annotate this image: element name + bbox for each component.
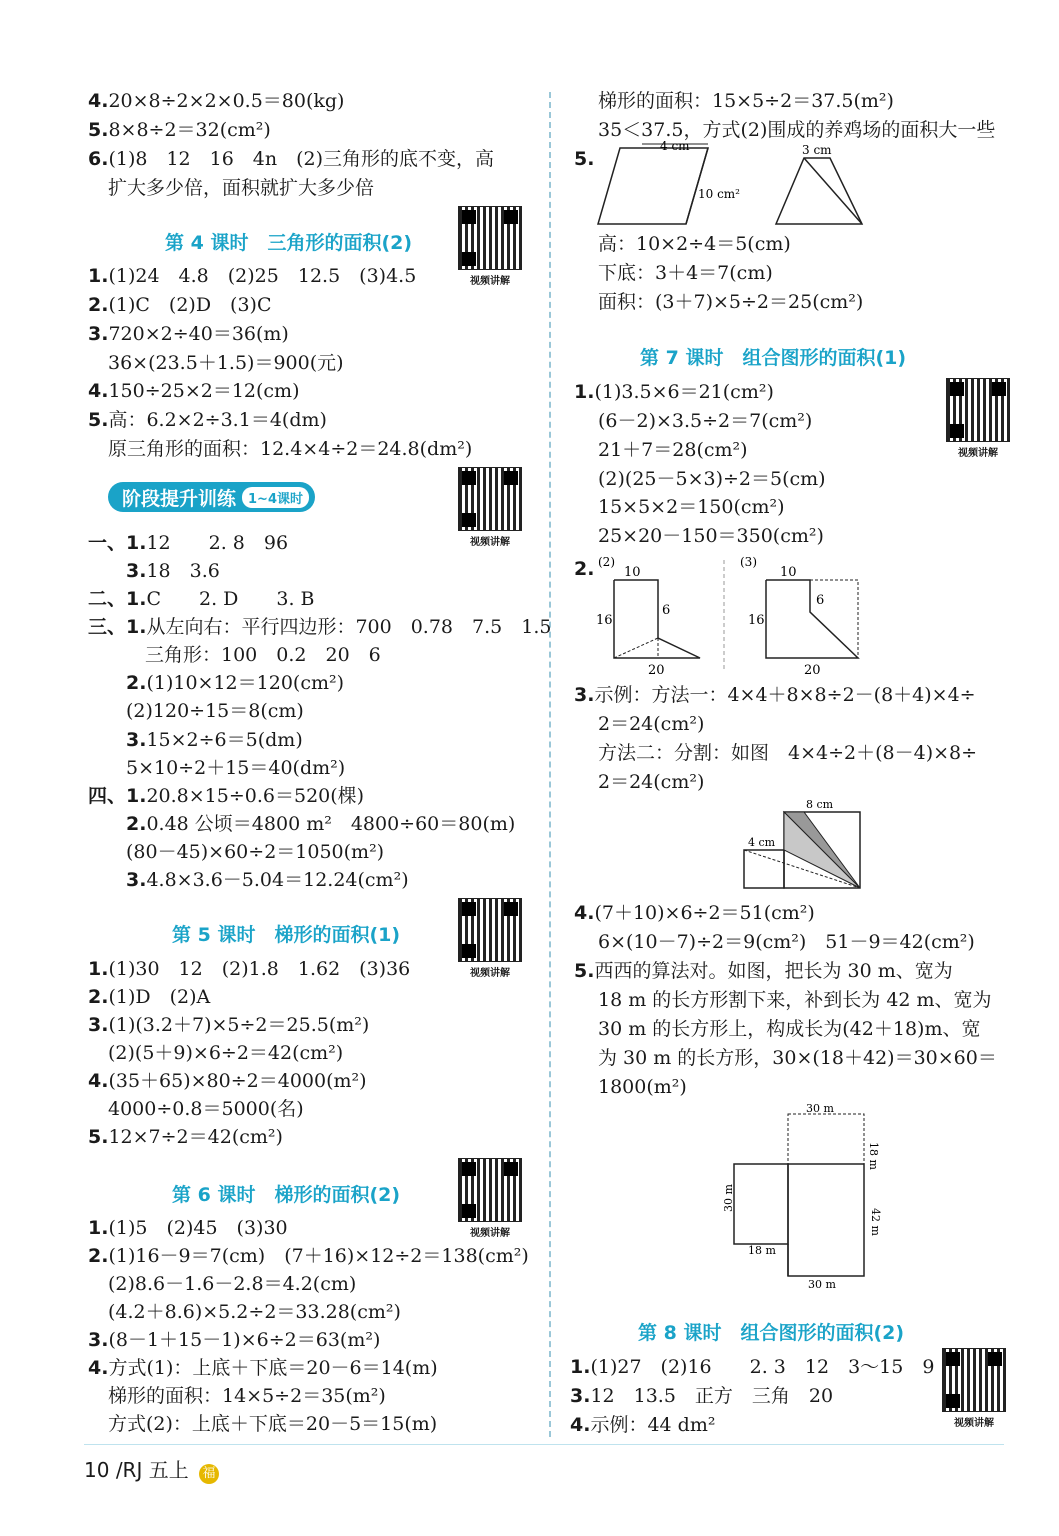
answer-line: 4.(35＋65)×80÷2＝4000(m²) bbox=[88, 1070, 367, 1092]
answer-line: 1.(1)24 4.8 (2)25 12.5 (3)4.5 bbox=[88, 265, 417, 287]
answer-line: 4000÷0.8＝5000(名) bbox=[108, 1098, 304, 1120]
label-bottom-18m: 18 m bbox=[748, 1244, 776, 1257]
label-3cm: 3 cm bbox=[802, 143, 832, 157]
section-title: 第 7 课时 组合图形的面积(1) bbox=[640, 347, 907, 369]
answer-line: 3.4.8×3.6－5.04＝12.24(cm²) bbox=[88, 869, 409, 891]
answer-line: (2)(25－5×3)÷2＝5(cm) bbox=[598, 468, 826, 490]
answer-line: 高：10×2÷4＝5(cm) bbox=[598, 233, 791, 255]
answer-line: 二、1.C 2. D 3. B bbox=[88, 588, 315, 610]
answer-line: 方式(2)：上底＋下底＝20－5＝15(m) bbox=[108, 1413, 438, 1435]
figure-q5 bbox=[590, 140, 890, 232]
answer-line: 3.示例：方法一：4×4＋8×8÷2－(8＋4)×4÷ bbox=[574, 684, 976, 706]
section-title: 第 5 课时 梯形的面积(1) bbox=[172, 924, 401, 946]
answer-line: 1800(m²) bbox=[598, 1076, 687, 1098]
answer-line: 1.(1)3.5×6＝21(cm²) bbox=[574, 381, 774, 403]
answer-line: 4.(7＋10)×6÷2＝51(cm²) bbox=[574, 902, 815, 924]
composite-shape-2 bbox=[614, 580, 700, 658]
answer-line: 2.0.48 公顷＝4800 m² 4800÷60＝80(m) bbox=[88, 813, 516, 835]
qr-code[interactable]: 视频讲解 bbox=[946, 378, 1010, 459]
answer-line: 2.(1)D (2)A bbox=[88, 986, 211, 1008]
answer-line: 三、1.从左向右：平行四边形：700 0.78 7.5 1.5 bbox=[88, 616, 552, 638]
answer-line: 2＝24(cm²) bbox=[598, 713, 705, 735]
answer-line: 5.8×8÷2＝32(cm²) bbox=[88, 119, 271, 141]
figure-q5b bbox=[720, 1102, 900, 1298]
answer-line: 25×20－150＝350(cm²) bbox=[598, 525, 824, 547]
composite-shape-3 bbox=[766, 580, 858, 658]
answer-line: 3.(8－1＋15－1)×6÷2＝63(m²) bbox=[88, 1329, 381, 1351]
answer-line: 三角形：100 0.2 20 6 bbox=[88, 644, 381, 666]
edition-mark-icon: 福 bbox=[199, 1464, 219, 1484]
answer-line: (6－2)×3.5÷2＝7(cm²) bbox=[598, 410, 813, 432]
label-6: 6 bbox=[662, 603, 671, 618]
answer-line: 1.(1)5 (2)45 (3)30 bbox=[88, 1217, 288, 1239]
question-number: 2. bbox=[574, 558, 595, 580]
answer-line: (4.2＋8.6)×5.2÷2＝33.28(cm²) bbox=[108, 1301, 401, 1323]
label-8cm: 8 cm bbox=[806, 798, 834, 811]
answer-line: 6.(1)8 12 16 4n (2)三角形的底不变，高 bbox=[88, 148, 495, 170]
qr-code[interactable]: 视频讲解 bbox=[458, 467, 522, 548]
question-number: 5. bbox=[574, 148, 595, 170]
answer-line: 36×(23.5＋1.5)＝900(元) bbox=[108, 352, 344, 374]
page-number: 10 bbox=[84, 1458, 110, 1482]
answer-line: 5.12×7÷2＝42(cm²) bbox=[88, 1126, 283, 1148]
answer-line: 一、1.12 2. 8 96 bbox=[88, 532, 289, 554]
answer-line: 4.示例：44 dm² bbox=[570, 1414, 716, 1436]
footer-text: /RJ 五上 bbox=[115, 1458, 189, 1482]
figure-q3 bbox=[740, 796, 880, 894]
answer-line: 2＝24(cm²) bbox=[598, 771, 705, 793]
answer-line: 1.(1)27 (2)16 2. 3 12 3～15 9 bbox=[570, 1356, 935, 1378]
answer-line: 4.150÷25×2＝12(cm) bbox=[88, 380, 300, 402]
label-6: 6 bbox=[816, 593, 825, 608]
label-right-42m: 42 m bbox=[869, 1208, 882, 1236]
column-divider bbox=[549, 92, 551, 1437]
qr-code[interactable]: 视频讲解 bbox=[942, 1348, 1006, 1429]
answer-line: (80－45)×60÷2＝1050(m²) bbox=[88, 841, 385, 863]
answer-line: 21＋7＝28(cm²) bbox=[598, 439, 748, 461]
answer-line: 3.12 13.5 正方 三角 20 bbox=[570, 1385, 834, 1407]
label-4cm: 4 cm bbox=[660, 140, 690, 153]
label-top-30m: 30 m bbox=[806, 1102, 834, 1115]
label-part2: (2) bbox=[598, 555, 615, 569]
answer-line: 2.(1)16－9＝7(cm) (7＋16)×12÷2＝138(cm²) bbox=[88, 1245, 529, 1267]
answer-line: 方法二：分割：如图 4×4÷2＋(8－4)×8÷ bbox=[598, 742, 978, 764]
section-title: 第 8 课时 组合图形的面积(2) bbox=[638, 1322, 905, 1344]
label-10: 10 bbox=[780, 565, 797, 580]
answer-line: 5.西西的算法对。如图，把长为 30 m、宽为 bbox=[574, 960, 953, 982]
label-10cm2: 10 cm² bbox=[698, 187, 740, 201]
label-part3: (3) bbox=[740, 555, 757, 569]
answer-line: 4.20×8÷2×2×0.5＝80(kg) bbox=[88, 90, 345, 112]
qr-code[interactable]: 视频讲解 bbox=[458, 898, 522, 979]
answer-line: 35＜37.5，方式(2)围成的养鸡场的面积大一些 bbox=[598, 119, 996, 141]
label-bottom-30m: 30 m bbox=[808, 1278, 836, 1291]
qr-code[interactable]: 视频讲解 bbox=[458, 206, 522, 287]
answer-line: 原三角形的面积：12.4×4÷2＝24.8(dm²) bbox=[108, 438, 473, 460]
answer-line: 3.15×2÷6＝5(dm) bbox=[88, 729, 303, 751]
answer-line: 2.(1)C (2)D (3)C bbox=[88, 294, 272, 316]
answer-line: 扩大多少倍，面积就扩大多少倍 bbox=[108, 177, 375, 199]
answer-line: (2)120÷15＝8(cm) bbox=[88, 700, 304, 722]
label-10: 10 bbox=[624, 565, 641, 580]
section-title: 第 4 课时 三角形的面积(2) bbox=[165, 232, 413, 254]
section-title: 第 6 课时 梯形的面积(2) bbox=[172, 1184, 401, 1206]
answer-line: 3.18 3.6 bbox=[88, 560, 220, 582]
trapezoid-shape bbox=[776, 158, 862, 224]
answer-line: 1.(1)30 12 (2)1.8 1.62 (3)36 bbox=[88, 958, 411, 980]
answer-line: 四、1.20.8×15÷0.6＝520(棵) bbox=[88, 785, 365, 807]
label-16: 16 bbox=[748, 613, 765, 628]
footer-rule bbox=[84, 1444, 1004, 1445]
answer-line: 6×(10－7)÷2＝9(cm²) 51－9＝42(cm²) bbox=[598, 931, 975, 953]
answer-line: 4.方式(1)：上底＋下底＝20－6＝14(m) bbox=[88, 1357, 438, 1379]
parallelogram-shape bbox=[598, 148, 708, 224]
answer-line: 5×10÷2＋15＝40(dm²) bbox=[88, 757, 346, 779]
answer-line: 3.(1)(3.2＋7)×5÷2＝25.5(m²) bbox=[88, 1014, 370, 1036]
label-4cm: 4 cm bbox=[748, 836, 776, 849]
answer-line: 梯形的面积：14×5÷2＝35(m²) bbox=[108, 1385, 386, 1407]
label-20: 20 bbox=[648, 663, 665, 678]
answer-line: 梯形的面积：15×5÷2＝37.5(m²) bbox=[598, 90, 894, 112]
label-16: 16 bbox=[596, 613, 613, 628]
answer-line: 2.(1)10×12＝120(cm²) bbox=[88, 672, 345, 694]
answer-line: 下底：3＋4＝7(cm) bbox=[598, 262, 773, 284]
page-footer bbox=[84, 1454, 219, 1484]
answer-line: 30 m 的长方形上，构成长为(42＋18)m、宽 bbox=[598, 1018, 981, 1040]
answer-line: (2)8.6－1.6－2.8＝4.2(cm) bbox=[108, 1273, 357, 1295]
answer-line: 面积：(3＋7)×5÷2＝25(cm²) bbox=[598, 291, 864, 313]
answer-line: 15×5×2＝150(cm²) bbox=[598, 496, 785, 518]
answer-line: 为 30 m 的长方形，30×(18＋42)＝30×60＝ bbox=[598, 1047, 997, 1069]
stage-training-badge: 阶段提升训练 1~4课时 bbox=[108, 482, 315, 512]
qr-code[interactable]: 视频讲解 bbox=[458, 1158, 522, 1239]
answer-line: 3.720×2÷40＝36(m) bbox=[88, 323, 289, 345]
label-left-30m: 30 m bbox=[722, 1184, 735, 1212]
figure-q2 bbox=[590, 552, 890, 678]
label-right-18m: 18 m bbox=[867, 1142, 880, 1170]
label-20: 20 bbox=[804, 663, 821, 678]
answer-line: 5.高：6.2×2÷3.1＝4(dm) bbox=[88, 409, 327, 431]
answer-line: (2)(5＋9)×6÷2＝42(cm²) bbox=[108, 1042, 344, 1064]
answer-line: 18 m 的长方形割下来，补到长为 42 m、宽为 bbox=[598, 989, 992, 1011]
